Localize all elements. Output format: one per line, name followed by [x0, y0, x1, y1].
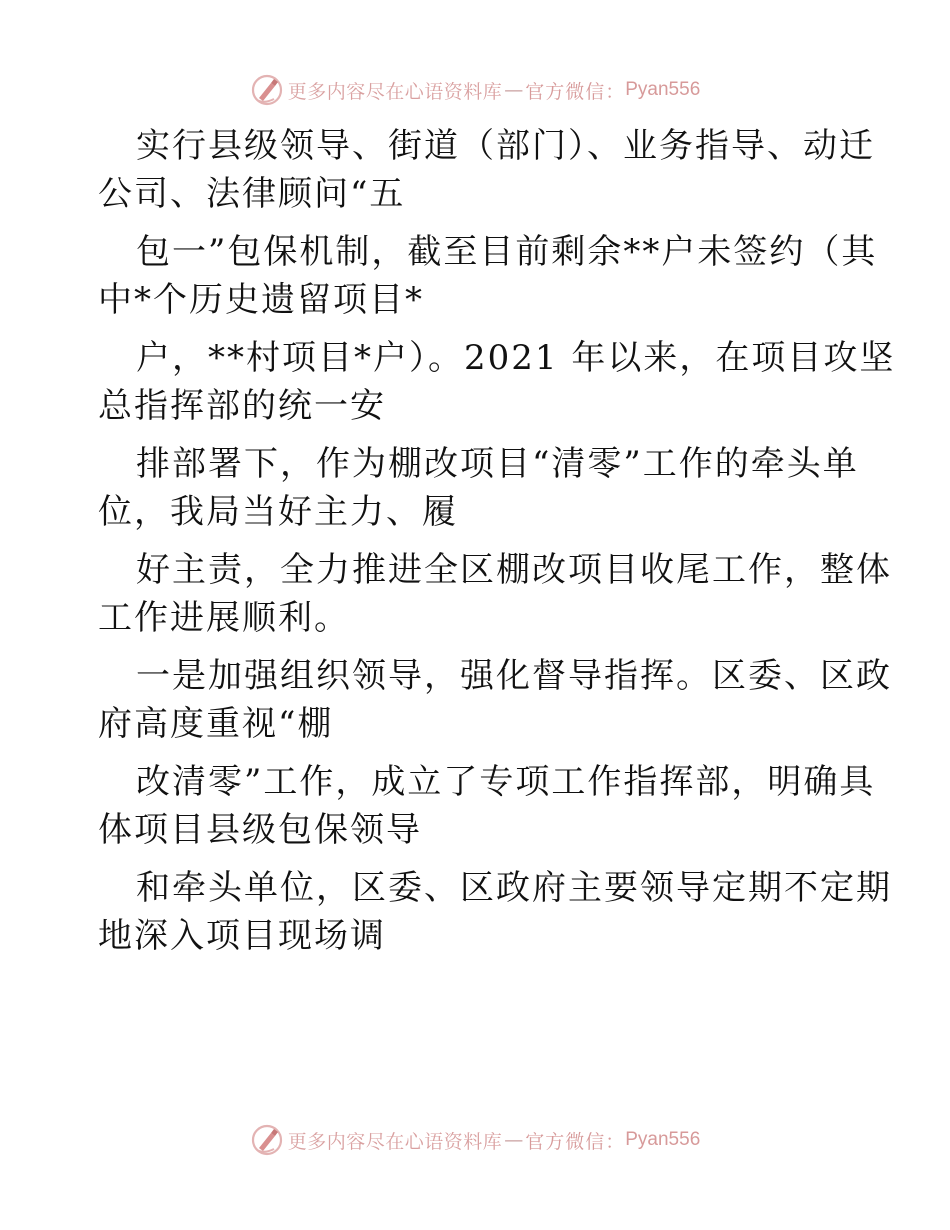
paragraph	[98, 864, 892, 960]
text-line: 总指挥部的统一安	[98, 386, 386, 426]
header-watermark	[0, 70, 950, 110]
text-line: 公司、法律顾问“五	[98, 174, 406, 214]
watermark-wechat-id: Pyan556	[625, 79, 701, 100]
watermark-dash: —	[504, 79, 524, 101]
text-line: 户，**村项目*户）。2021 年以来，在项目攻坚	[136, 338, 896, 378]
text-line: 实行县级领导、街道（部门）、业务指导、动迁	[136, 126, 875, 166]
text-line: 改清零”工作，成立了专项工作指挥部，明确具	[136, 762, 876, 802]
text-line: 体项目县级包保领导	[98, 810, 422, 850]
pen-logo-icon	[250, 1123, 284, 1157]
paragraph	[98, 228, 878, 324]
watermark-brand: 更多内容尽在心语资料库	[287, 1130, 503, 1153]
paragraph	[98, 440, 858, 536]
watermark-wechat-label: 官方微信：	[525, 1130, 626, 1153]
paragraph	[98, 122, 875, 218]
text-line: 排部署下，作为棚改项目“清零”工作的牵头单	[136, 444, 859, 484]
text-line: 位，我局当好主力、履	[98, 492, 458, 532]
paragraph	[98, 758, 876, 854]
paragraph	[98, 546, 892, 642]
text-line: 中*个历史遗留项目*	[98, 280, 424, 320]
text-line: 府高度重视“棚	[98, 704, 334, 744]
paragraph	[98, 334, 896, 430]
watermark-wechat-id: Pyan556	[625, 1129, 701, 1150]
text-line: 地深入项目现场调	[98, 916, 386, 956]
watermark-brand: 更多内容尽在心语资料库	[287, 80, 503, 103]
text-line: 工作进展顺利。	[98, 598, 350, 638]
paragraph	[98, 652, 892, 748]
watermark-dash: —	[504, 1129, 524, 1151]
text-line: 包一”包保机制，截至目前剩余**户未签约（其	[136, 232, 878, 272]
pen-logo-icon	[250, 73, 284, 107]
document-body	[98, 122, 896, 970]
text-line: 一是加强组织领导，强化督导指挥。区委、区政	[136, 656, 892, 696]
footer-watermark	[0, 1120, 950, 1160]
text-line: 和牵头单位，区委、区政府主要领导定期不定期	[136, 868, 892, 908]
text-line: 好主责，全力推进全区棚改项目收尾工作，整体	[136, 550, 892, 590]
watermark-wechat-label: 官方微信：	[525, 80, 626, 103]
